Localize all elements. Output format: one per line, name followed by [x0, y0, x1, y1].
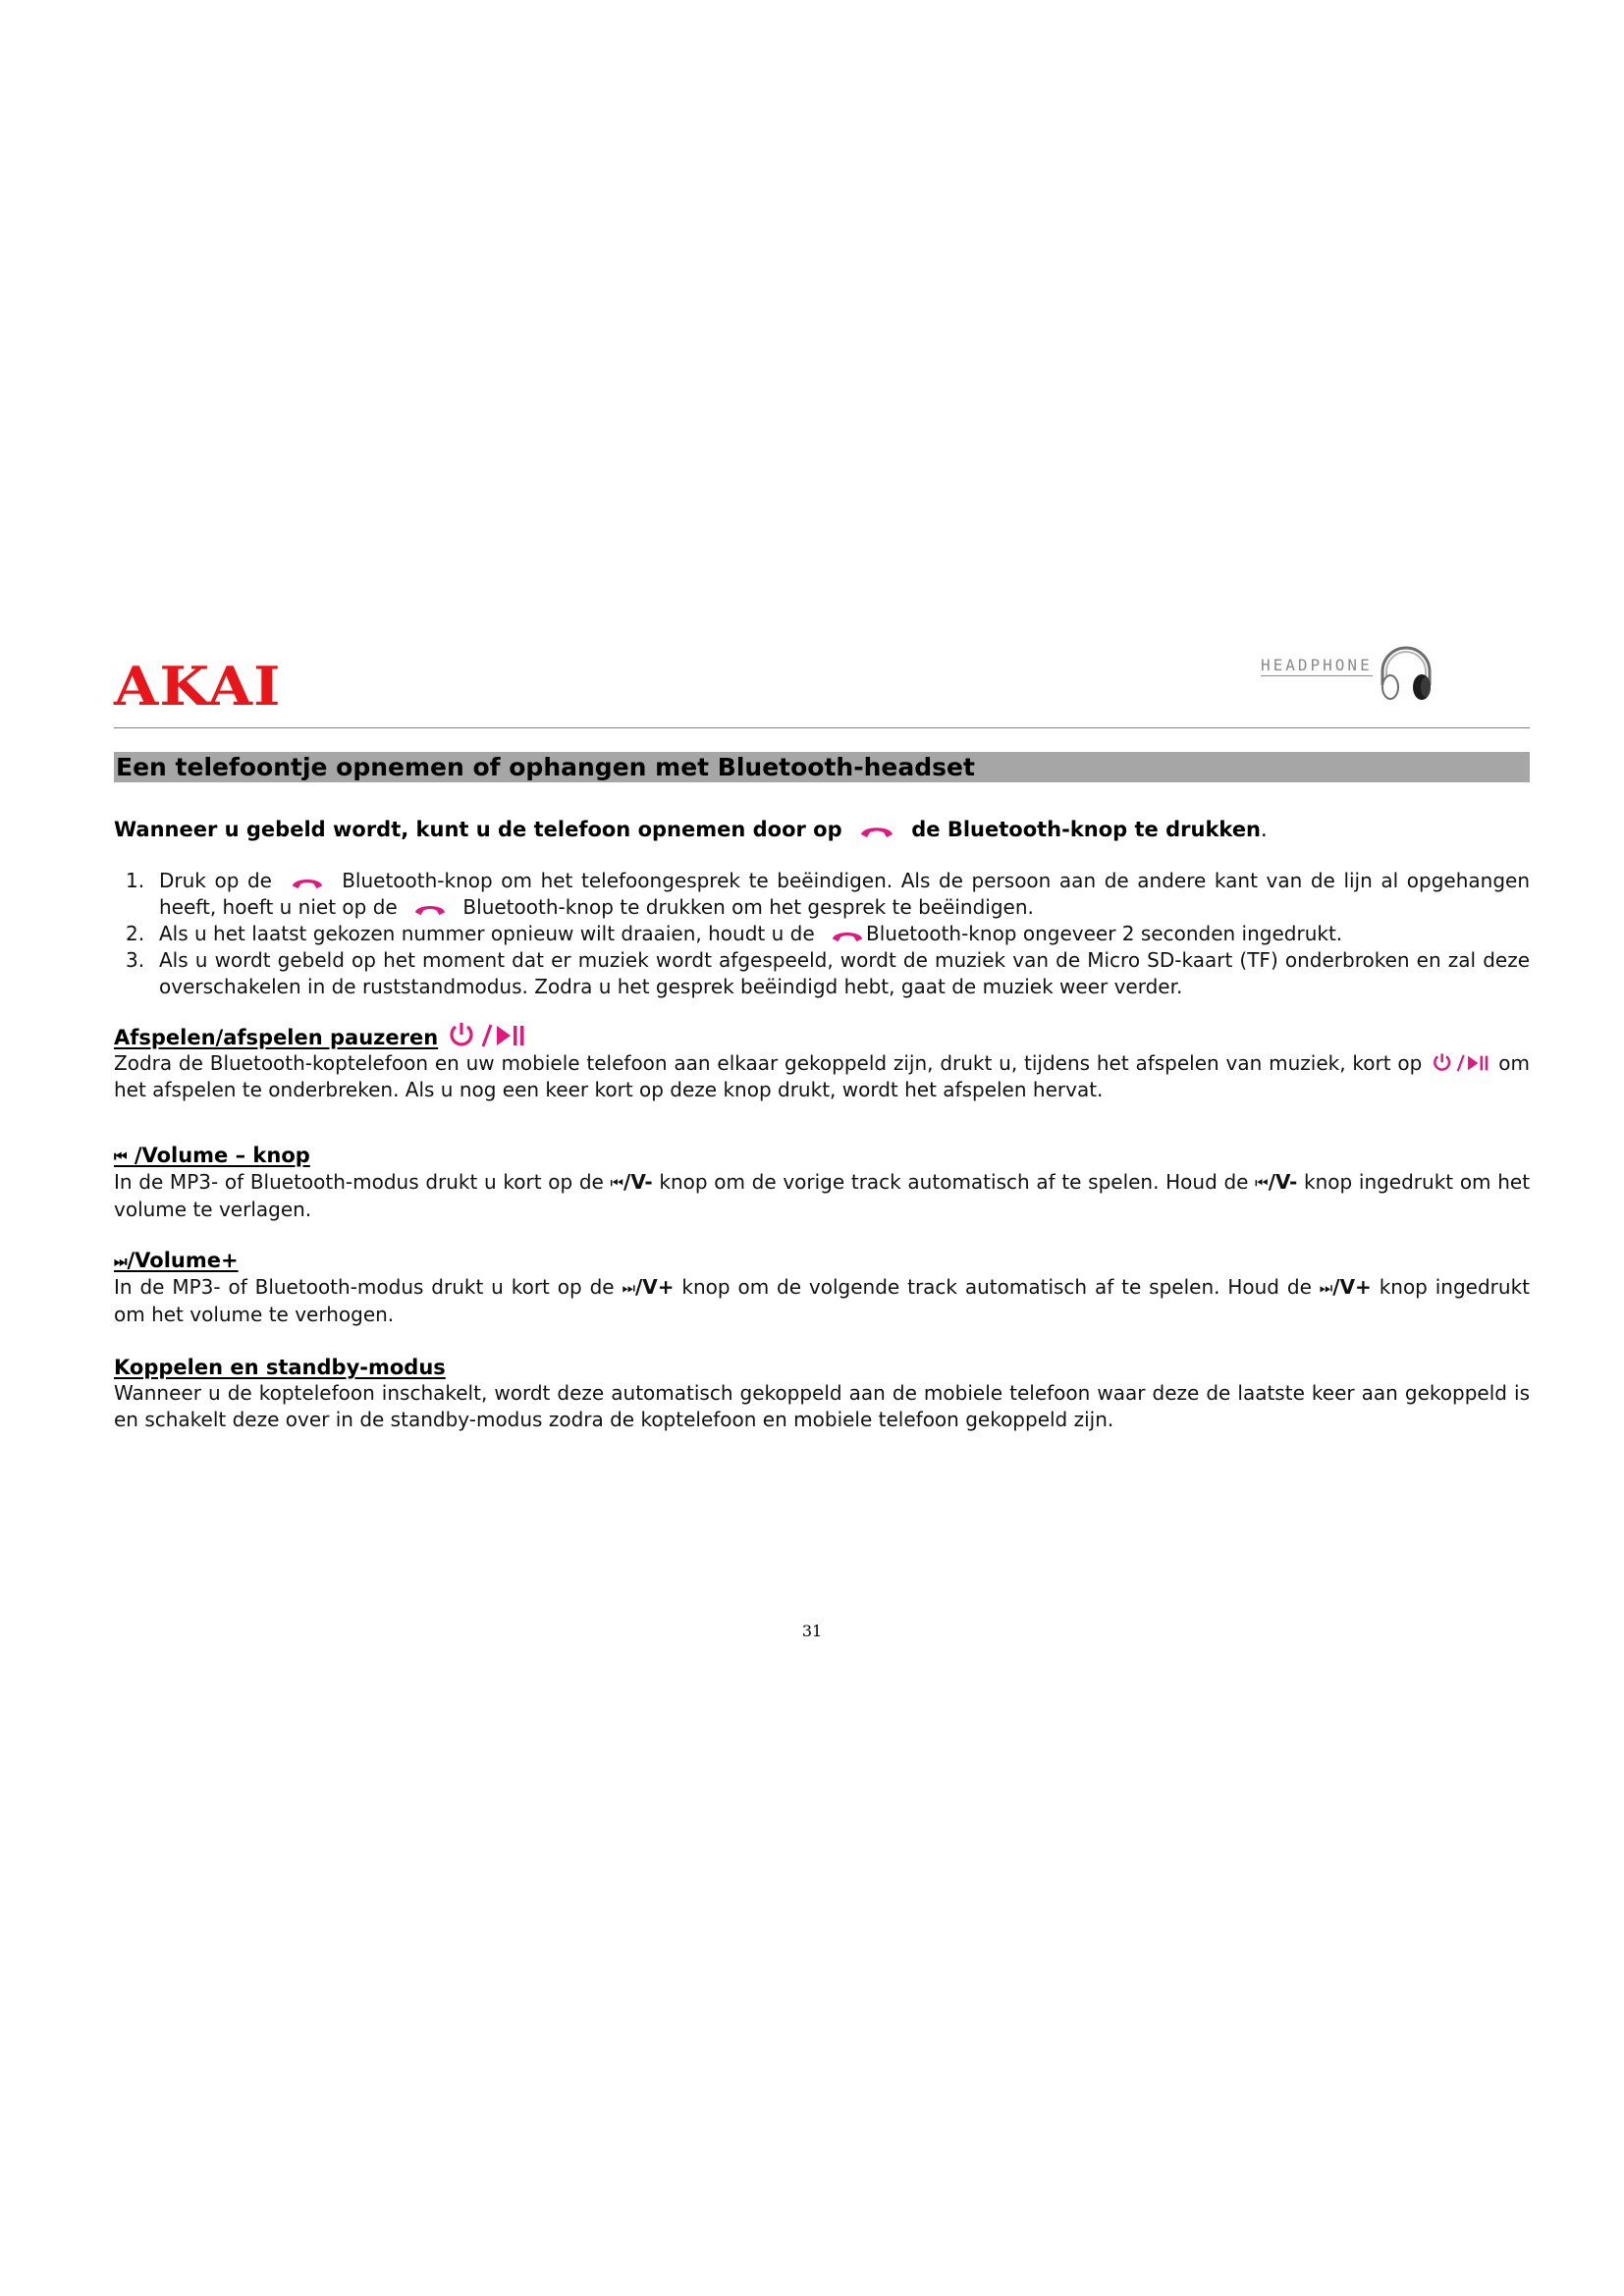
power-play-pause-icon	[446, 1021, 526, 1050]
volume-down-text: knop ingedrukt om het volume te verlagen.	[114, 1170, 1531, 1221]
play-paragraph	[114, 1050, 1530, 1103]
volume-up-heading-text: /Volume+	[127, 1249, 239, 1272]
lead-text-end: .	[1261, 818, 1268, 841]
lead-text-before: Wanneer u gebeld wordt, kunt u de telefoon opnemen door op	[114, 818, 842, 841]
next-track-icon: ⏭	[1319, 1279, 1333, 1297]
volume-up-heading	[114, 1248, 1530, 1274]
instruction-list	[114, 868, 1530, 1000]
volume-down-text: knop om de vorige track automatisch af te spelen. Houd de	[659, 1170, 1249, 1194]
next-track-icon: ⏭	[114, 1253, 128, 1270]
previous-track-icon: ⏮	[610, 1174, 624, 1192]
play-heading-text: Afspelen/afspelen pauzeren	[114, 1026, 439, 1049]
list-text: Bluetooth-knop te drukken om het gesprek te beëindigen.	[462, 895, 1034, 919]
play-text: Zodra de Bluetooth-koptelefoon en uw mobiele telefoon aan elkaar gekoppeld zijn, drukt u, tijdens het afspelen van muziek, kort op	[114, 1051, 1423, 1075]
product-label: HEADPHONE	[1261, 656, 1373, 674]
volume-up-text: knop om de volgende track automatisch af te spelen. Houd de	[681, 1275, 1312, 1299]
list-number: 3.	[126, 948, 145, 972]
pairing-section	[114, 1355, 1530, 1433]
next-track-icon: ⏭	[622, 1279, 635, 1297]
page-number: 31	[801, 1622, 823, 1640]
list-item	[114, 947, 1530, 1000]
previous-track-icon: ⏮	[1255, 1174, 1269, 1192]
pairing-paragraph: Wanneer u de koptelefoon inschakelt, wordt deze automatisch gekoppeld aan de mobiele telefoon waar deze de laatste keer aan gekoppeld is en schakelt deze over in de standby-modus zodra de koptelefoon en mobiele telefoon gekoppeld zijn.	[114, 1381, 1530, 1431]
volume-down-section	[114, 1143, 1530, 1223]
volume-up-text: In de MP3- of Bluetooth-modus drukt u kort op de	[114, 1275, 615, 1299]
volume-down-paragraph	[114, 1169, 1530, 1223]
volume-up-section	[114, 1248, 1530, 1328]
volume-down-key: /V-	[1268, 1170, 1298, 1194]
phone-hangup-icon	[289, 875, 326, 891]
section-title-bar	[114, 752, 1530, 782]
phone-hangup-icon	[857, 823, 896, 840]
pairing-heading: Koppelen en standby-modus	[114, 1356, 446, 1379]
volume-down-heading	[114, 1143, 1530, 1169]
lead-text-after: de Bluetooth-knop te drukken	[911, 818, 1262, 841]
volume-down-heading-text: /Volume – knop	[134, 1144, 310, 1167]
play-text: om het afspelen te onderbreken. Als u nog een keer kort op deze knop drukt, wordt het afspelen hervat.	[114, 1051, 1530, 1101]
list-number: 2.	[126, 922, 145, 945]
volume-up-key: /V+	[1332, 1275, 1372, 1299]
power-play-pause-icon	[1428, 1052, 1492, 1074]
volume-up-key: /V+	[634, 1275, 675, 1299]
list-number: 1.	[126, 869, 145, 892]
volume-down-key: /V-	[623, 1170, 653, 1194]
headphone-icon	[1367, 628, 1445, 707]
list-item	[114, 868, 1530, 921]
play-section	[114, 1021, 1530, 1103]
list-text: Als u wordt gebeld op het moment dat er muziek wordt afgespeeld, wordt de muziek van de Micro SD-kaart (TF) onderbroken en zal deze overschakelen in de ruststandmodus. Zodra u het gesprek beëindigd hebt, gaat de muziek weer verder.	[159, 948, 1530, 998]
list-item	[114, 921, 1530, 947]
header-divider	[114, 727, 1530, 728]
list-text: Als u het laatst gekozen nummer opnieuw wilt draaien, houdt u de	[159, 922, 815, 945]
play-heading	[114, 1021, 1530, 1050]
phone-hangup-icon	[411, 901, 449, 918]
volume-up-text: knop ingedrukt om het volume te verhogen.	[114, 1275, 1530, 1326]
previous-track-icon: ⏮	[114, 1148, 128, 1165]
volume-up-paragraph	[114, 1274, 1530, 1328]
list-text: Bluetooth-knop ongeveer 2 seconden ingedrukt.	[866, 922, 1343, 945]
list-text: Druk op de	[159, 869, 272, 892]
list-text: Bluetooth-knop om het telefoongesprek te beëindigen. Als de persoon aan de andere kant van de lijn al opgehangen heeft, hoeft u niet op de	[159, 869, 1530, 919]
volume-down-text: In de MP3- of Bluetooth-modus drukt u kort op de	[114, 1170, 604, 1194]
lead-paragraph	[114, 816, 1530, 843]
phone-hangup-icon	[829, 928, 866, 944]
section-title: Een telefoontje opnemen of ophangen met Bluetooth-headset	[116, 753, 975, 781]
brand-logo: AKAI	[114, 655, 282, 718]
